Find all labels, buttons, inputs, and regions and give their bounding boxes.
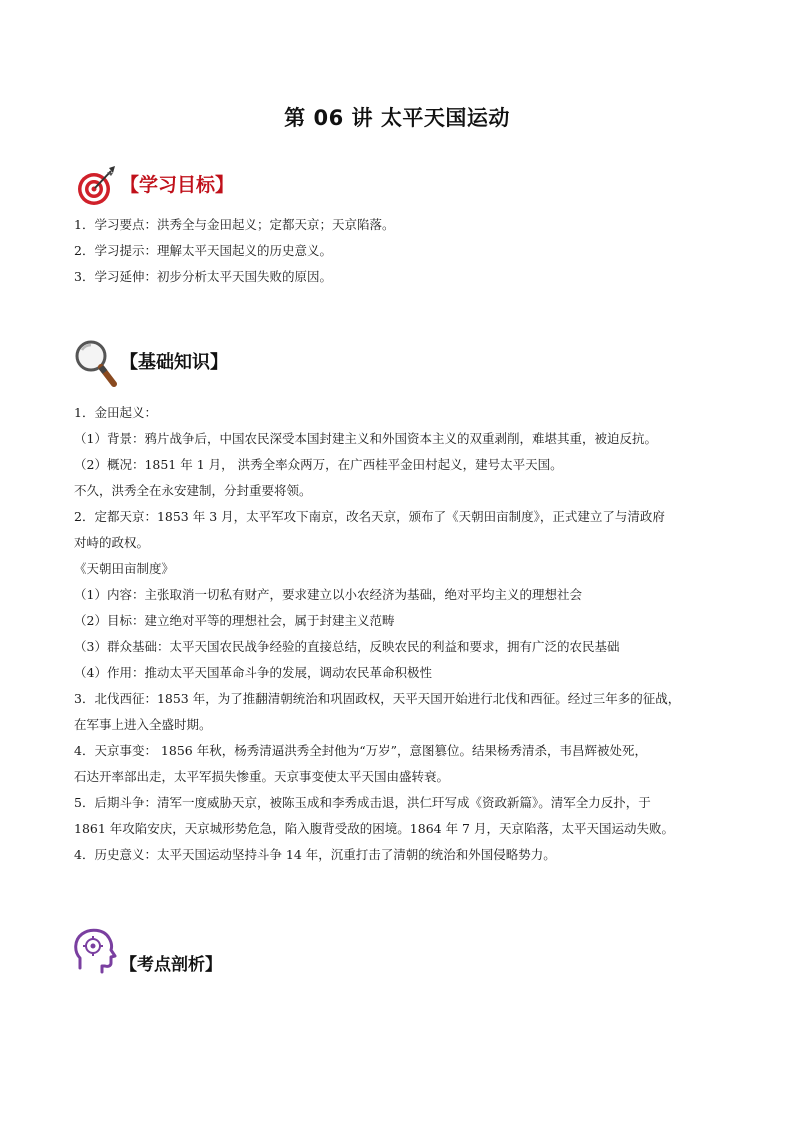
goals-heading: 【学习目标】 [120, 174, 235, 196]
goals-list [74, 212, 734, 290]
target-arrow-icon [72, 162, 118, 208]
content-line: 2．定都天京：1853 年 3 月，太平军攻下南京，改名天京，颁布了《天朝田亩制度》，正式建立了与清政府 [74, 509, 665, 524]
content-line: 4．历史意义：太平天国运动坚持斗争 14 年，沉重打击了清朝的统治和外国侵略势力。 [74, 847, 556, 862]
content-line: （2）概况：1851 年 1 月， 洪秀全率众两万，在广西桂平金田村起义，建号太平天国。 [74, 457, 563, 472]
brain-head-icon [72, 928, 118, 978]
content-line: 3．北伐西征：1853 年，为了推翻清朝统治和巩固政权，天平天国开始进行北伐和西征。经过三年多的征战， [74, 691, 681, 706]
content-line: 5．后期斗争：清军一度威胁天京，被陈玉成和李秀成击退，洪仁玕写成《资政新篇》。清军全力反扑，于 [74, 795, 651, 810]
magnifier-icon [72, 338, 120, 390]
list-item: 2．学习提示：理解太平天国起义的历史意义。 [74, 243, 332, 258]
content-line: 石达开率部出走，太平军损失惨重。天京事变使太平天国由盛转衰。 [74, 769, 450, 784]
list-item: 3．学习延伸：初步分析太平天国失败的原因。 [74, 269, 332, 284]
content-line: 1861 年攻陷安庆，天京城形势危急，陷入腹背受敌的困境。1864 年 7 月，天京陷落，太平天国运动失败。 [74, 821, 674, 836]
content-line: 1．金田起义： [74, 405, 157, 420]
content-line: （4）作用：推动太平天国革命斗争的发展，调动农民革命积极性 [74, 665, 432, 680]
basics-heading: 【基础知识】 [120, 352, 228, 373]
content-line: 在军事上进入全盛时期。 [74, 717, 212, 732]
content-line: 《天朝田亩制度》 [74, 561, 175, 576]
content-line: （2）目标：建立绝对平等的理想社会，属于封建主义范畴 [74, 613, 395, 628]
basics-content [74, 400, 734, 868]
list-item: 1．学习要点：洪秀全与金田起义；定都天京；天京陷落。 [74, 217, 395, 232]
exam-heading: 【考点剖析】 [120, 955, 222, 975]
content-line: 不久，洪秀全在永安建制，分封重要将领。 [74, 483, 312, 498]
page-title: 第 06 讲 太平天国运动 [284, 106, 510, 130]
content-line: 4．天京事变： 1856 年秋，杨秀清逼洪秀全封他为“万岁”，意图篡位。结果杨秀清杀，韦昌辉被处死， [74, 743, 647, 758]
content-line: 对峙的政权。 [74, 535, 150, 550]
content-line: （1）内容：主张取消一切私有财产，要求建立以小农经济为基础，绝对平均主义的理想社会 [74, 587, 582, 602]
content-line: （3）群众基础：太平天国农民战争经验的直接总结，反映农民的利益和要求，拥有广泛的农民基础 [74, 639, 620, 654]
content-line: （1）背景：鸦片战争后，中国农民深受本国封建主义和外国资本主义的双重剥削，难堪其重，被迫反抗。 [74, 431, 657, 446]
